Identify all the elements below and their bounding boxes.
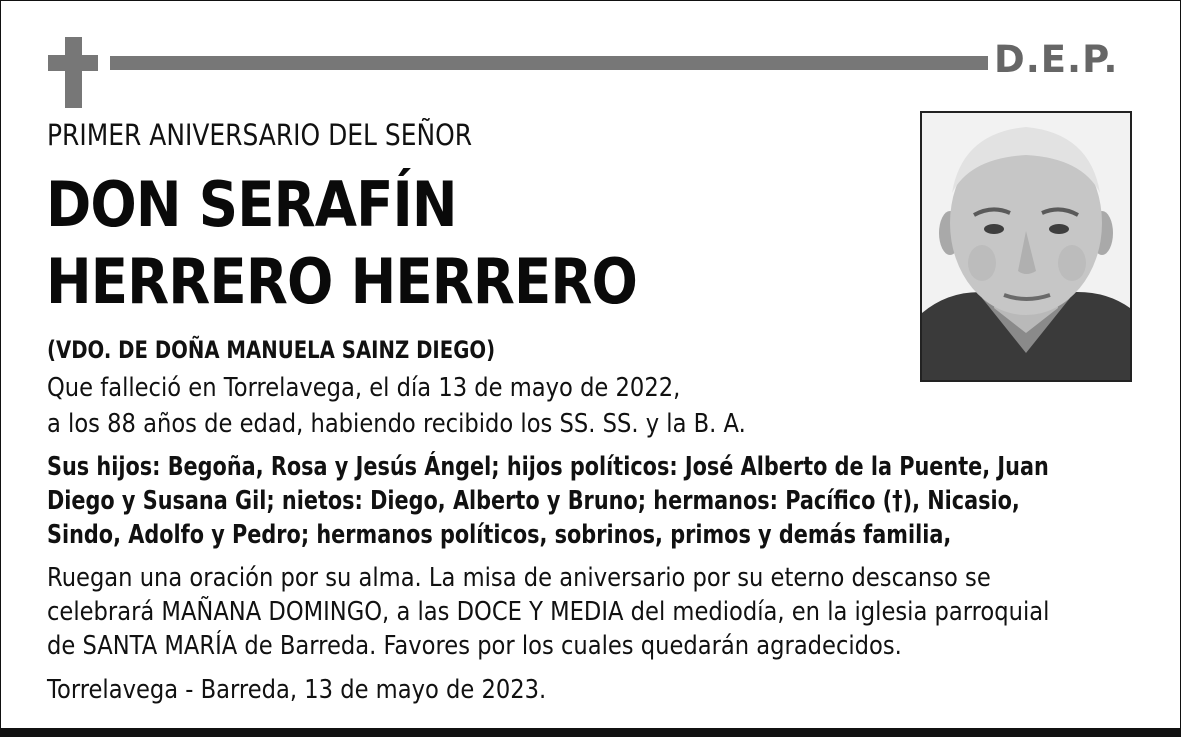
mass-line-3: de SANTA MARÍA de Barreda. Favores por los cuales quedarán agradecidos. <box>47 631 902 661</box>
death-line-1: Que falleció en Torrelavega, el día 13 de mayo de 2022, <box>47 373 681 403</box>
deceased-name-line2: HERRERO HERRERO <box>46 245 638 318</box>
anniversary-heading: PRIMER ANIVERSARIO DEL SEÑOR <box>47 118 473 152</box>
mass-line-2: celebrará MAÑANA DOMINGO, a las DOCE Y MEDIA del mediodía, en la iglesia parroquial <box>47 597 1050 627</box>
portrait-photo <box>920 111 1132 382</box>
header-rule <box>110 56 988 70</box>
family-line-1: Sus hijos: Begoña, Rosa y Jesús Ángel; hijos políticos: José Alberto de la Puente, Juan <box>47 452 1049 482</box>
dep-label: D.E.P. <box>994 38 1119 81</box>
mass-line-1: Ruegan una oración por su alma. La misa de aniversario por su eterno descanso se <box>47 563 991 593</box>
family-line-3: Sindo, Adolfo y Pedro; hermanos políticos, sobrinos, primos y demás familia, <box>47 520 952 550</box>
widower-note: (VDO. DE DOÑA MANUELA SAINZ DIEGO) <box>47 336 496 364</box>
family-line-2: Diego y Susana Gil; nietos: Diego, Alberto y Bruno; hermanos: Pacífico (†), Nicasio, <box>47 486 1020 516</box>
death-line-2: a los 88 años de edad, habiendo recibido los SS. SS. y la B. A. <box>47 409 746 439</box>
bottom-rule <box>0 728 1181 737</box>
place-date: Torrelavega - Barreda, 13 de mayo de 2023. <box>47 675 547 705</box>
deceased-name-line1: DON SERAFÍN <box>46 168 457 241</box>
cross-icon <box>48 37 98 108</box>
